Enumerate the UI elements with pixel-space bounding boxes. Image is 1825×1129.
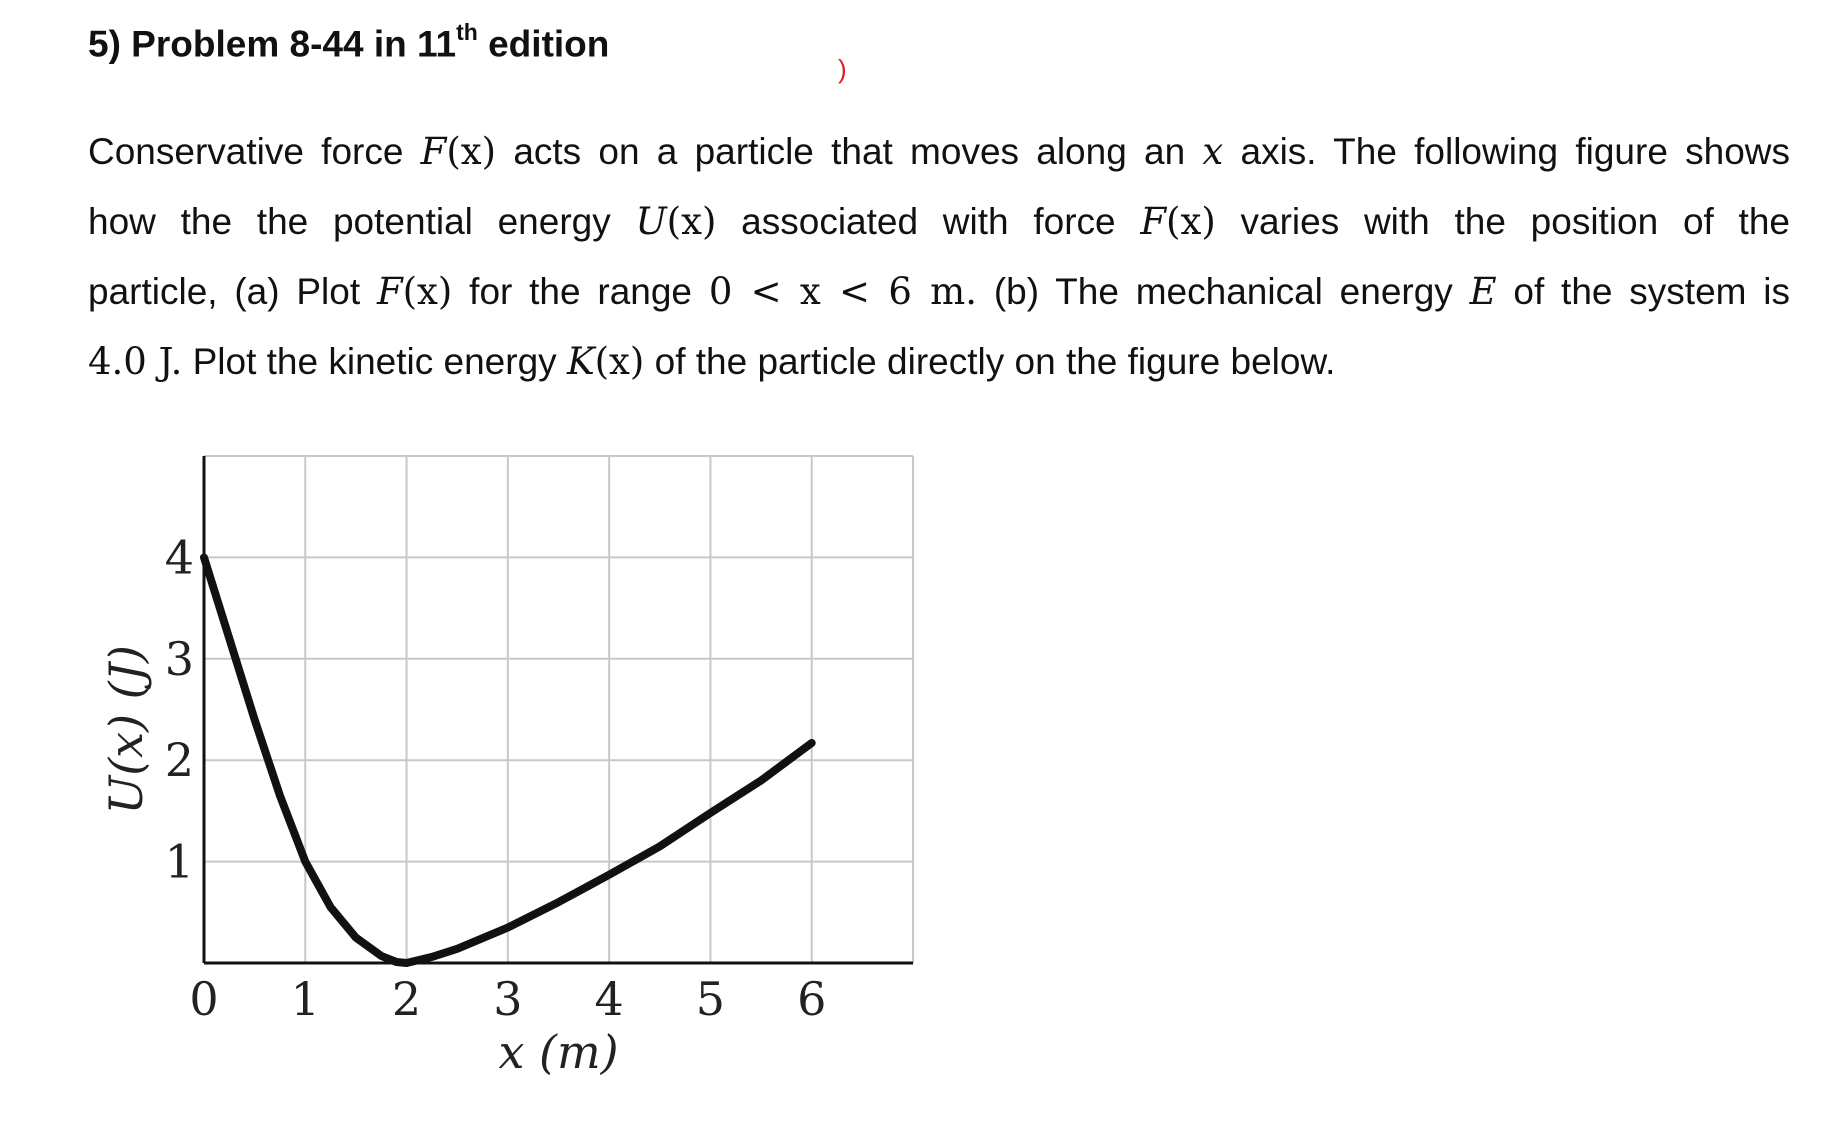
math-range: 0 < x < 6 m. [708, 270, 978, 313]
x-tick-label: 5 [695, 972, 726, 1026]
math-arg: (x) [446, 130, 497, 173]
title-superscript: th [456, 19, 478, 45]
math-arg: (x) [1166, 200, 1216, 243]
red-annotation-mark: ) [838, 54, 847, 84]
math-U: U [635, 200, 667, 243]
x-tick-label: 0 [189, 972, 219, 1026]
x-tick-label: 6 [797, 972, 827, 1026]
y-tick-label: 2 [164, 733, 194, 788]
math-F: F [376, 270, 403, 313]
text-span: of the particle directly on the figure below. [644, 341, 1336, 382]
math-arg: (x) [594, 340, 645, 383]
text-span: varies with the position of the [1215, 201, 1790, 242]
text-span: for the range [452, 271, 709, 312]
x-tick-label: 2 [391, 972, 422, 1026]
text-span: associated with force [716, 201, 1141, 242]
text-span: how the the potential energy [88, 201, 636, 242]
text-span: Plot the kinetic energy [182, 341, 567, 382]
y-tick-label: 3 [164, 631, 194, 686]
math-E: E [1469, 270, 1497, 313]
text-span: Conservative force [88, 131, 421, 172]
title-suffix: edition [477, 23, 610, 65]
math-F: F [420, 130, 447, 173]
text-span: acts on a particle that moves along an [496, 131, 1203, 172]
math-arg: (x) [666, 200, 717, 243]
text-span: of the system is [1496, 271, 1790, 312]
math-energy-value: 4.0 J. [88, 340, 183, 383]
math-F: F [1140, 200, 1167, 243]
math-K: K [566, 340, 595, 383]
x-tick-label: 4 [594, 972, 624, 1026]
math-x: x [1202, 130, 1224, 173]
text-span: axis. The following figure shows [1223, 131, 1790, 172]
text-span: (b) The mechanical energy [977, 271, 1470, 312]
y-tick-label: 1 [164, 834, 194, 889]
x-tick-label: 1 [290, 972, 320, 1026]
y-axis-label: U(x) (J) [99, 644, 153, 815]
x-axis-label: x (m) [498, 1025, 619, 1079]
x-tick-label: 3 [493, 972, 523, 1026]
title-text: 5) Problem 8-44 in 11 [88, 23, 457, 65]
y-tick-label: 4 [164, 530, 194, 585]
text-span: particle, (a) Plot [88, 271, 377, 312]
math-arg: (x) [402, 270, 453, 313]
